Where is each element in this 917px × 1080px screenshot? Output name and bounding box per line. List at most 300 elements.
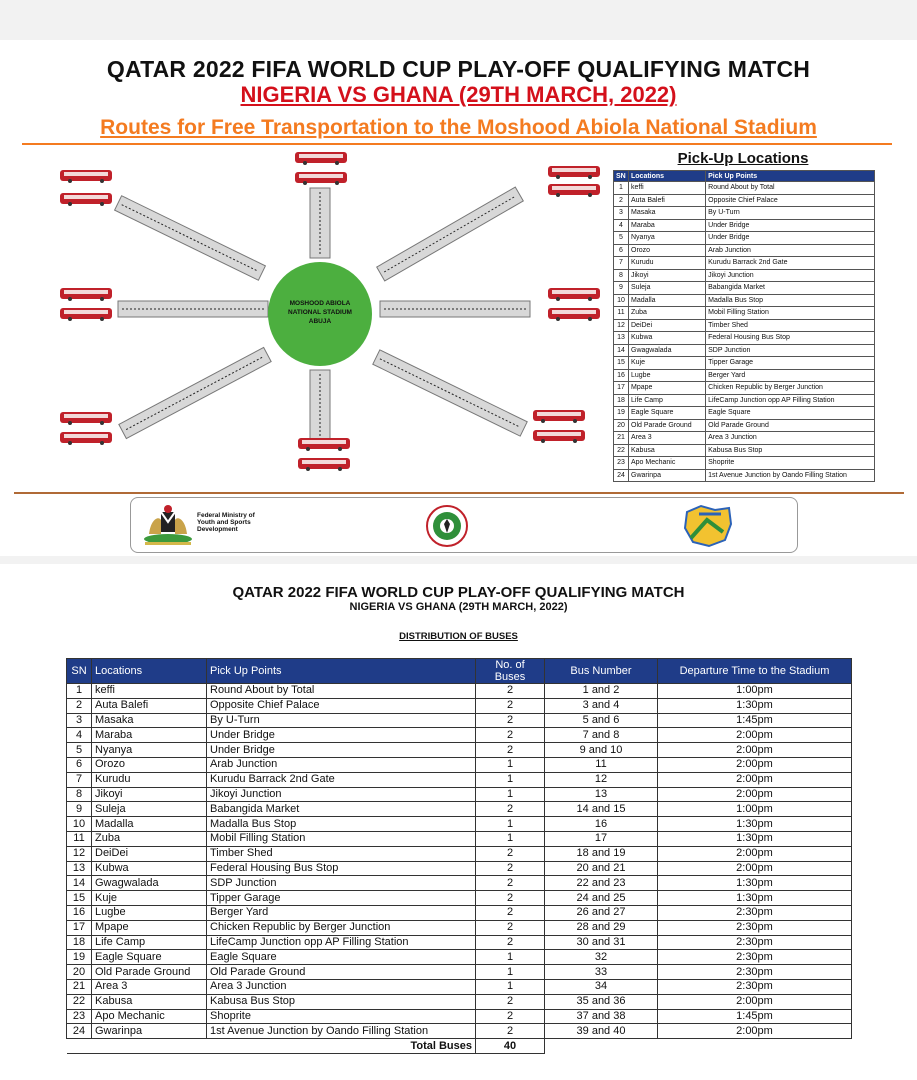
match-title: NIGERIA VS GHANA (29TH MARCH, 2022) [240,82,677,107]
pickup-point: Opposite Chief Palace [706,194,875,207]
dist-location: Mpape [92,920,207,935]
dist-buses: 2 [476,905,545,920]
distribution-row [67,935,852,950]
pickup-row [614,444,875,457]
top-band [0,0,917,40]
pickup-row [614,369,875,382]
pickup-row [614,319,875,332]
dist-sn: 22 [67,994,92,1009]
road-southwest [119,347,271,438]
pickup-sn: 10 [614,294,629,307]
dist-point: Eagle Square [207,950,476,965]
distribution-row [67,861,852,876]
pickup-row [614,307,875,320]
pickup-point: Berger Yard [706,369,875,382]
dist-location: Kurudu [92,772,207,787]
dist-sn: 5 [67,743,92,758]
dist-buses: 2 [476,861,545,876]
dist-departure-time: 2:00pm [658,728,852,743]
bus-icon [298,458,350,471]
dist-location: Gwarinpa [92,1024,207,1039]
dist-departure-time: 2:30pm [658,950,852,965]
dist-bus-number: 1 and 2 [545,684,658,699]
coat-of-arms-icon [139,504,197,546]
pickup-sn: 2 [614,194,629,207]
dist-buses: 1 [476,965,545,980]
bus-icon [60,432,112,445]
distribution-row [67,979,852,994]
pickup-sn: 20 [614,419,629,432]
dist-departure-time: 2:30pm [658,905,852,920]
pickup-location: Zuba [629,307,706,320]
dist-point: Shoprite [207,1009,476,1024]
dist-buses: 1 [476,831,545,846]
dist-point: Federal Housing Bus Stop [207,861,476,876]
pickup-location: Lugbe [629,369,706,382]
dist-location: Old Parade Ground [92,965,207,980]
road-northeast [377,187,524,281]
dist-buses: 2 [476,713,545,728]
dist-sn: 7 [67,772,92,787]
dist-point: Tipper Garage [207,891,476,906]
distribution-row [67,920,852,935]
dist-departure-time: 2:00pm [658,772,852,787]
dist-sn: 24 [67,1024,92,1039]
dist-buses: 1 [476,787,545,802]
pickup-col-sn: SN [614,171,629,182]
dist-buses: 2 [476,698,545,713]
dist-point: Chicken Republic by Berger Junction [207,920,476,935]
dist-departure-time: 2:00pm [658,994,852,1009]
pickup-point: SDP Junction [706,344,875,357]
pickup-location: Old Parade Ground [629,419,706,432]
stadium-label-1: MOSHOOD ABIOLA [289,300,351,307]
distribution-row [67,684,852,699]
dist-buses: 1 [476,757,545,772]
road-north [310,188,330,258]
distribution-row [67,743,852,758]
distribution-row [67,817,852,832]
dist-point: Mobil Filling Station [207,831,476,846]
pickup-sn: 18 [614,394,629,407]
dist-sn: 13 [67,861,92,876]
pickup-sn: 17 [614,382,629,395]
dist-point: Under Bridge [207,728,476,743]
dist-departure-time: 1:45pm [658,1009,852,1024]
dist-location: Zuba [92,831,207,846]
dist-departure-time: 2:30pm [658,920,852,935]
pickup-location: Gwarinpa [629,469,706,482]
dist-point: Madalla Bus Stop [207,817,476,832]
dist-sn: 8 [67,787,92,802]
pickup-sn: 19 [614,407,629,420]
dist-location: Gwagwalada [92,876,207,891]
pickup-row [614,257,875,270]
pickup-row [614,344,875,357]
dist-bus-number: 18 and 19 [545,846,658,861]
bus-icon [60,170,112,183]
dist-departure-time: 2:00pm [658,787,852,802]
pickup-point: Under Bridge [706,232,875,245]
total-label: Total Buses [67,1039,476,1054]
dist-bus-number: 39 and 40 [545,1024,658,1039]
dist-departure-time: 2:30pm [658,979,852,994]
dist-bus-number: 32 [545,950,658,965]
pickup-row [614,394,875,407]
bus-icon [533,430,585,443]
ministry-name: Federal Ministry of Youth and Sports Development [197,512,255,533]
bus-icon [548,166,600,179]
bus-icon [60,412,112,425]
dist-point: Under Bridge [207,743,476,758]
road-south [310,370,330,442]
dist-sn: 20 [67,965,92,980]
dist-point: Jikoyi Junction [207,787,476,802]
dist-bus-number: 3 and 4 [545,698,658,713]
bus-icon [533,410,585,423]
dist-location: Maraba [92,728,207,743]
dist-point: Arab Junction [207,757,476,772]
dist-sn: 21 [67,979,92,994]
distribution-row [67,876,852,891]
dist-bus-number: 28 and 29 [545,920,658,935]
dist-bus-number: 5 and 6 [545,713,658,728]
distribution-row [67,802,852,817]
dist-point: Kurudu Barrack 2nd Gate [207,772,476,787]
distribution-row [67,994,852,1009]
pickup-location: Suleja [629,282,706,295]
dist-point: Round About by Total [207,684,476,699]
distribution-row [67,713,852,728]
pickup-location: Auta Balefi [629,194,706,207]
dist-bus-number: 16 [545,817,658,832]
distribution-row [67,950,852,965]
pickup-sn: 13 [614,332,629,345]
pickup-row [614,419,875,432]
pickup-sn: 23 [614,457,629,470]
distribution-row [67,965,852,980]
dist-buses: 2 [476,802,545,817]
pickup-location: Gwagwalada [629,344,706,357]
dist-bus-number: 24 and 25 [545,891,658,906]
dist-bus-number: 22 and 23 [545,876,658,891]
dist-point: SDP Junction [207,876,476,891]
dist-sn: 11 [67,831,92,846]
pickup-point: Federal Housing Bus Stop [706,332,875,345]
pickup-location: Area 3 [629,432,706,445]
bus-icon [295,152,347,165]
dist-location: Masaka [92,713,207,728]
total-row [67,1039,852,1054]
pickup-heading: Pick-Up Locations [677,150,809,167]
pickup-row [614,207,875,220]
distribution-title: QATAR 2022 FIFA WORLD CUP PLAY-OFF QUALIFYING MATCH [232,584,685,601]
bus-icon [298,438,350,451]
dist-point: Babangida Market [207,802,476,817]
dist-bus-number: 26 and 27 [545,905,658,920]
distribution-row [67,846,852,861]
pickup-point: Eagle Square [706,407,875,420]
dist-buses: 2 [476,1009,545,1024]
distribution-row [67,1024,852,1039]
pickup-location: Apo Mechanic [629,457,706,470]
pickup-point: Kabusa Bus Stop [706,444,875,457]
pickup-sn: 3 [614,207,629,220]
dist-location: Nyanya [92,743,207,758]
pickup-sn: 4 [614,219,629,232]
pickup-location: keffi [629,182,706,195]
pickup-point: 1st Avenue Junction by Oando Filling Station [706,469,875,482]
pickup-point: Tipper Garage [706,357,875,370]
dist-location: Life Camp [92,935,207,950]
pickup-row [614,469,875,482]
dist-point: Opposite Chief Palace [207,698,476,713]
road-northwest [115,196,266,281]
distribution-row [67,905,852,920]
distribution-row [67,1009,852,1024]
pickup-header-row [614,171,875,182]
bus-icon [548,288,600,301]
dist-location: Eagle Square [92,950,207,965]
dist-point: Timber Shed [207,846,476,861]
pickup-sn: 24 [614,469,629,482]
dist-location: Kuje [92,891,207,906]
football-federation-logo-icon [425,504,469,548]
pickup-sn: 14 [614,344,629,357]
page-separator [0,556,917,564]
dist-sn: 18 [67,935,92,950]
pickup-point: Shoprite [706,457,875,470]
pickup-col-point: Pick Up Points [706,171,875,182]
pickup-row [614,232,875,245]
distribution-heading: DISTRIBUTION OF BUSES [399,631,518,642]
dist-departure-time: 1:30pm [658,698,852,713]
pickup-row [614,407,875,420]
pickup-location: Jikoyi [629,269,706,282]
dist-departure-time: 1:30pm [658,876,852,891]
dist-location: Madalla [92,817,207,832]
flyer-title: QATAR 2022 FIFA WORLD CUP PLAY-OFF QUALIFYING MATCH [106,56,811,82]
dist-buses: 2 [476,684,545,699]
fct-map-logo-icon [681,502,735,548]
dist-departure-time: 1:30pm [658,831,852,846]
pickup-location: Life Camp [629,394,706,407]
dist-location: Kabusa [92,994,207,1009]
pickup-point: Timber Shed [706,319,875,332]
pickup-row [614,457,875,470]
dist-bus-number: 30 and 31 [545,935,658,950]
dist-departure-time: 2:30pm [658,935,852,950]
dist-departure-time: 1:30pm [658,891,852,906]
pickup-location: Orozo [629,244,706,257]
dist-col-buses: No. of Buses [476,659,545,684]
pickup-location: Kurudu [629,257,706,270]
dist-buses: 2 [476,935,545,950]
dist-departure-time: 1:30pm [658,817,852,832]
dist-sn: 3 [67,713,92,728]
dist-buses: 1 [476,979,545,994]
dist-sn: 4 [67,728,92,743]
pickup-row [614,382,875,395]
distribution-row [67,891,852,906]
pickup-location: Masaka [629,207,706,220]
dist-buses: 2 [476,743,545,758]
dist-sn: 2 [67,698,92,713]
pickup-location: DeiDei [629,319,706,332]
dist-location: Suleja [92,802,207,817]
section-divider [14,492,904,494]
pickup-point: Under Bridge [706,219,875,232]
dist-sn: 19 [67,950,92,965]
stadium-label-3: ABUJA [308,318,332,325]
dist-location: Area 3 [92,979,207,994]
pickup-point: By U-Turn [706,207,875,220]
dist-point: Old Parade Ground [207,965,476,980]
dist-location: Orozo [92,757,207,772]
dist-col-location: Locations [92,659,207,684]
dist-buses: 1 [476,772,545,787]
pickup-row [614,269,875,282]
distribution-row [67,698,852,713]
dist-departure-time: 1:00pm [658,802,852,817]
pickup-point: Jikoyi Junction [706,269,875,282]
dist-sn: 12 [67,846,92,861]
dist-departure-time: 1:45pm [658,713,852,728]
pickup-location: Kabusa [629,444,706,457]
road-west [118,301,268,317]
distribution-row [67,831,852,846]
pickup-row [614,219,875,232]
dist-col-departure: Departure Time to the Stadium [658,659,852,684]
dist-departure-time: 2:30pm [658,965,852,980]
dist-bus-number: 20 and 21 [545,861,658,876]
dist-sn: 17 [67,920,92,935]
dist-col-point: Pick Up Points [207,659,476,684]
bus-icon [548,308,600,321]
pickup-point: Mobil Filling Station [706,307,875,320]
dist-location: keffi [92,684,207,699]
stadium-label-2: NATIONAL STADIUM [288,309,352,316]
distribution-subtitle: NIGERIA VS GHANA (29TH MARCH, 2022) [349,601,568,613]
dist-bus-number: 14 and 15 [545,802,658,817]
pickup-sn: 11 [614,307,629,320]
dist-departure-time: 2:00pm [658,846,852,861]
dist-sn: 15 [67,891,92,906]
pickup-sn: 9 [614,282,629,295]
dist-departure-time: 2:00pm [658,743,852,758]
bus-icon [60,193,112,206]
orange-divider [22,143,892,145]
road-east [380,301,530,317]
pickup-location: Eagle Square [629,407,706,420]
road-southeast [373,350,527,436]
dist-bus-number: 34 [545,979,658,994]
pickup-sn: 1 [614,182,629,195]
dist-buses: 2 [476,891,545,906]
pickup-col-location: Locations [629,171,706,182]
dist-bus-number: 12 [545,772,658,787]
pickup-location: Kubwa [629,332,706,345]
pickup-sn: 16 [614,369,629,382]
dist-bus-number: 35 and 36 [545,994,658,1009]
dist-bus-number: 13 [545,787,658,802]
dist-point: 1st Avenue Junction by Oando Filling Station [207,1024,476,1039]
dist-departure-time: 2:00pm [658,861,852,876]
pickup-sn: 7 [614,257,629,270]
bus-icon [60,288,112,301]
dist-buses: 2 [476,994,545,1009]
pickup-row [614,194,875,207]
pickup-location: Maraba [629,219,706,232]
dist-buses: 2 [476,876,545,891]
dist-sn: 16 [67,905,92,920]
dist-sn: 6 [67,757,92,772]
total-value: 40 [476,1039,545,1054]
pickup-point: LifeCamp Junction opp AP Filling Station [706,394,875,407]
pickup-row [614,182,875,195]
dist-sn: 1 [67,684,92,699]
dist-sn: 14 [67,876,92,891]
pickup-point: Arab Junction [706,244,875,257]
pickup-point: Old Parade Ground [706,419,875,432]
pickup-sn: 21 [614,432,629,445]
dist-bus-number: 9 and 10 [545,743,658,758]
pickup-sn: 5 [614,232,629,245]
pickup-row [614,282,875,295]
pickup-point: Kurudu Barrack 2nd Gate [706,257,875,270]
pickup-point: Area 3 Junction [706,432,875,445]
routes-title: Routes for Free Transportation to the Moshood Abiola National Stadium [100,116,817,139]
distribution-row [67,787,852,802]
distribution-row [67,728,852,743]
pickup-point: Babangida Market [706,282,875,295]
pickup-location: Nyanya [629,232,706,245]
dist-point: LifeCamp Junction opp AP Filling Station [207,935,476,950]
pickup-point: Madalla Bus Stop [706,294,875,307]
dist-sn: 9 [67,802,92,817]
pickup-sn: 8 [614,269,629,282]
dist-location: Apo Mechanic [92,1009,207,1024]
dist-buses: 2 [476,920,545,935]
dist-location: Lugbe [92,905,207,920]
dist-buses: 1 [476,817,545,832]
dist-departure-time: 2:00pm [658,757,852,772]
pickup-point: Round About by Total [706,182,875,195]
dist-bus-number: 11 [545,757,658,772]
distribution-row [67,772,852,787]
dist-bus-number: 37 and 38 [545,1009,658,1024]
dist-departure-time: 2:00pm [658,1024,852,1039]
dist-bus-number: 33 [545,965,658,980]
pickup-point: Chicken Republic by Berger Junction [706,382,875,395]
dist-buses: 1 [476,950,545,965]
dist-buses: 2 [476,728,545,743]
dist-col-bus-number: Bus Number [545,659,658,684]
pickup-row [614,294,875,307]
dist-departure-time: 1:00pm [658,684,852,699]
bus-distribution-table [66,658,852,1054]
dist-location: DeiDei [92,846,207,861]
dist-point: By U-Turn [207,713,476,728]
dist-bus-number: 17 [545,831,658,846]
dist-location: Jikoyi [92,787,207,802]
pickup-row [614,332,875,345]
dist-col-sn: SN [67,659,92,684]
pickup-table [613,170,875,482]
dist-buses: 2 [476,846,545,861]
sponsor-logos [130,497,798,553]
dist-location: Kubwa [92,861,207,876]
